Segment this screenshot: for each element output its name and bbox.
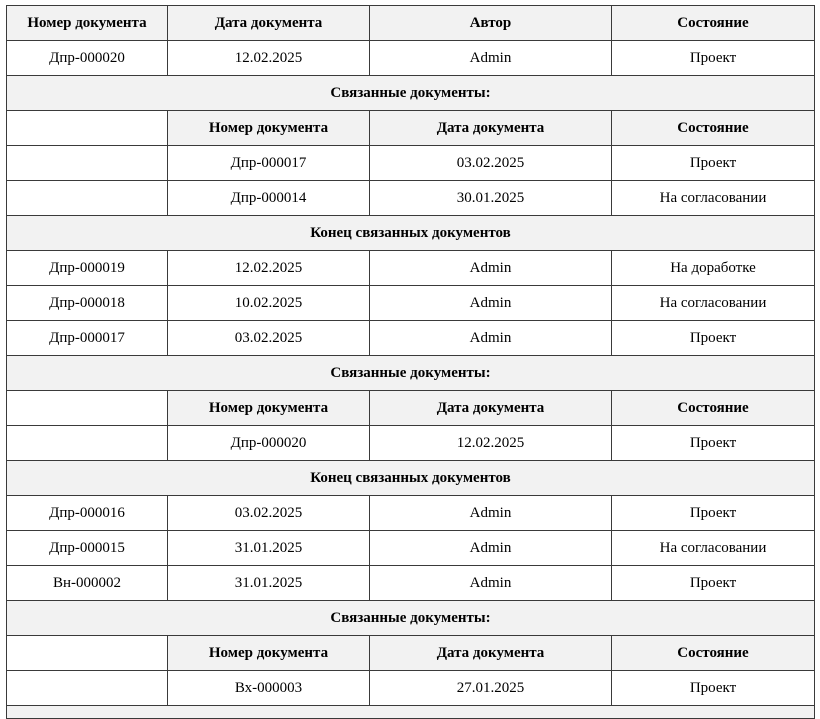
doc-number: Дпр-000015 — [7, 531, 168, 566]
linked-header-row — [7, 111, 815, 146]
linked-start-row — [7, 601, 815, 636]
linked-doc-date: 30.01.2025 — [370, 181, 612, 216]
linked-header-status: Состояние — [612, 636, 815, 671]
table-row[interactable] — [7, 321, 815, 356]
table-header-row — [7, 6, 815, 41]
linked-indent-cell — [7, 391, 168, 426]
doc-date: 03.02.2025 — [168, 321, 370, 356]
doc-status: На доработке — [612, 251, 815, 286]
linked-indent-cell — [7, 146, 168, 181]
linked-header-doc-number: Номер документа — [168, 391, 370, 426]
doc-status: На согласовании — [612, 531, 815, 566]
linked-start-label: Связанные документы: — [7, 76, 815, 111]
doc-author: Admin — [370, 286, 612, 321]
doc-number: Дпр-000019 — [7, 251, 168, 286]
header-status: Состояние — [612, 6, 815, 41]
doc-author: Admin — [370, 321, 612, 356]
doc-author: Admin — [370, 531, 612, 566]
doc-status: Проект — [612, 41, 815, 76]
linked-doc-date: 12.02.2025 — [370, 426, 612, 461]
doc-date: 12.02.2025 — [168, 41, 370, 76]
linked-doc-status: На согласовании — [612, 181, 815, 216]
doc-date: 10.02.2025 — [168, 286, 370, 321]
doc-number: Дпр-000020 — [7, 41, 168, 76]
linked-doc-date: 03.02.2025 — [370, 146, 612, 181]
linked-indent-cell — [7, 181, 168, 216]
linked-indent-cell — [7, 111, 168, 146]
table-row[interactable] — [7, 531, 815, 566]
linked-indent-cell — [7, 636, 168, 671]
linked-start-row — [7, 356, 815, 391]
linked-end-row — [7, 216, 815, 251]
header-doc-date: Дата документа — [168, 6, 370, 41]
linked-row[interactable] — [7, 426, 815, 461]
linked-header-doc-date: Дата документа — [370, 111, 612, 146]
linked-doc-date: 27.01.2025 — [370, 671, 612, 706]
linked-header-doc-date: Дата документа — [370, 636, 612, 671]
linked-doc-number: Дпр-000020 — [168, 426, 370, 461]
doc-number: Дпр-000016 — [7, 496, 168, 531]
linked-header-row — [7, 636, 815, 671]
documents-table — [6, 5, 815, 719]
doc-number: Дпр-000018 — [7, 286, 168, 321]
linked-start-row — [7, 76, 815, 111]
linked-header-doc-number: Номер документа — [168, 636, 370, 671]
doc-status: Проект — [612, 566, 815, 601]
doc-date: 12.02.2025 — [168, 251, 370, 286]
linked-end-label: Конец связанных документов — [7, 216, 815, 251]
linked-doc-status: Проект — [612, 426, 815, 461]
doc-date: 31.01.2025 — [168, 531, 370, 566]
doc-author: Admin — [370, 251, 612, 286]
linked-start-label: Связанные документы: — [7, 356, 815, 391]
linked-doc-status: Проект — [612, 146, 815, 181]
doc-date: 31.01.2025 — [168, 566, 370, 601]
doc-number: Дпр-000017 — [7, 321, 168, 356]
linked-header-doc-date: Дата документа — [370, 391, 612, 426]
table-row[interactable] — [7, 41, 815, 76]
doc-author: Admin — [370, 496, 612, 531]
linked-row[interactable] — [7, 146, 815, 181]
linked-row[interactable] — [7, 671, 815, 706]
linked-header-row — [7, 391, 815, 426]
header-doc-number: Номер документа — [7, 6, 168, 41]
doc-status: Проект — [612, 496, 815, 531]
doc-date: 03.02.2025 — [168, 496, 370, 531]
linked-start-label: Связанные документы: — [7, 601, 815, 636]
table-row[interactable] — [7, 496, 815, 531]
table-row[interactable] — [7, 566, 815, 601]
doc-status: Проект — [612, 321, 815, 356]
linked-end-label: Конец связанных документов — [7, 461, 815, 496]
linked-end-row — [7, 461, 815, 496]
linked-indent-cell — [7, 426, 168, 461]
linked-doc-number: Вх-000003 — [168, 671, 370, 706]
header-author: Автор — [370, 6, 612, 41]
linked-doc-number: Дпр-000014 — [168, 181, 370, 216]
linked-header-status: Состояние — [612, 111, 815, 146]
linked-indent-cell — [7, 671, 168, 706]
doc-status: На согласовании — [612, 286, 815, 321]
table-row[interactable] — [7, 251, 815, 286]
table-row[interactable] — [7, 286, 815, 321]
linked-header-status: Состояние — [612, 391, 815, 426]
linked-header-doc-number: Номер документа — [168, 111, 370, 146]
linked-row[interactable] — [7, 181, 815, 216]
linked-doc-status: Проект — [612, 671, 815, 706]
cut-off-cell — [7, 706, 815, 719]
doc-number: Вн-000002 — [7, 566, 168, 601]
doc-author: Admin — [370, 566, 612, 601]
documents-table-container — [6, 5, 815, 719]
cut-off-row — [7, 706, 815, 719]
doc-author: Admin — [370, 41, 612, 76]
linked-doc-number: Дпр-000017 — [168, 146, 370, 181]
